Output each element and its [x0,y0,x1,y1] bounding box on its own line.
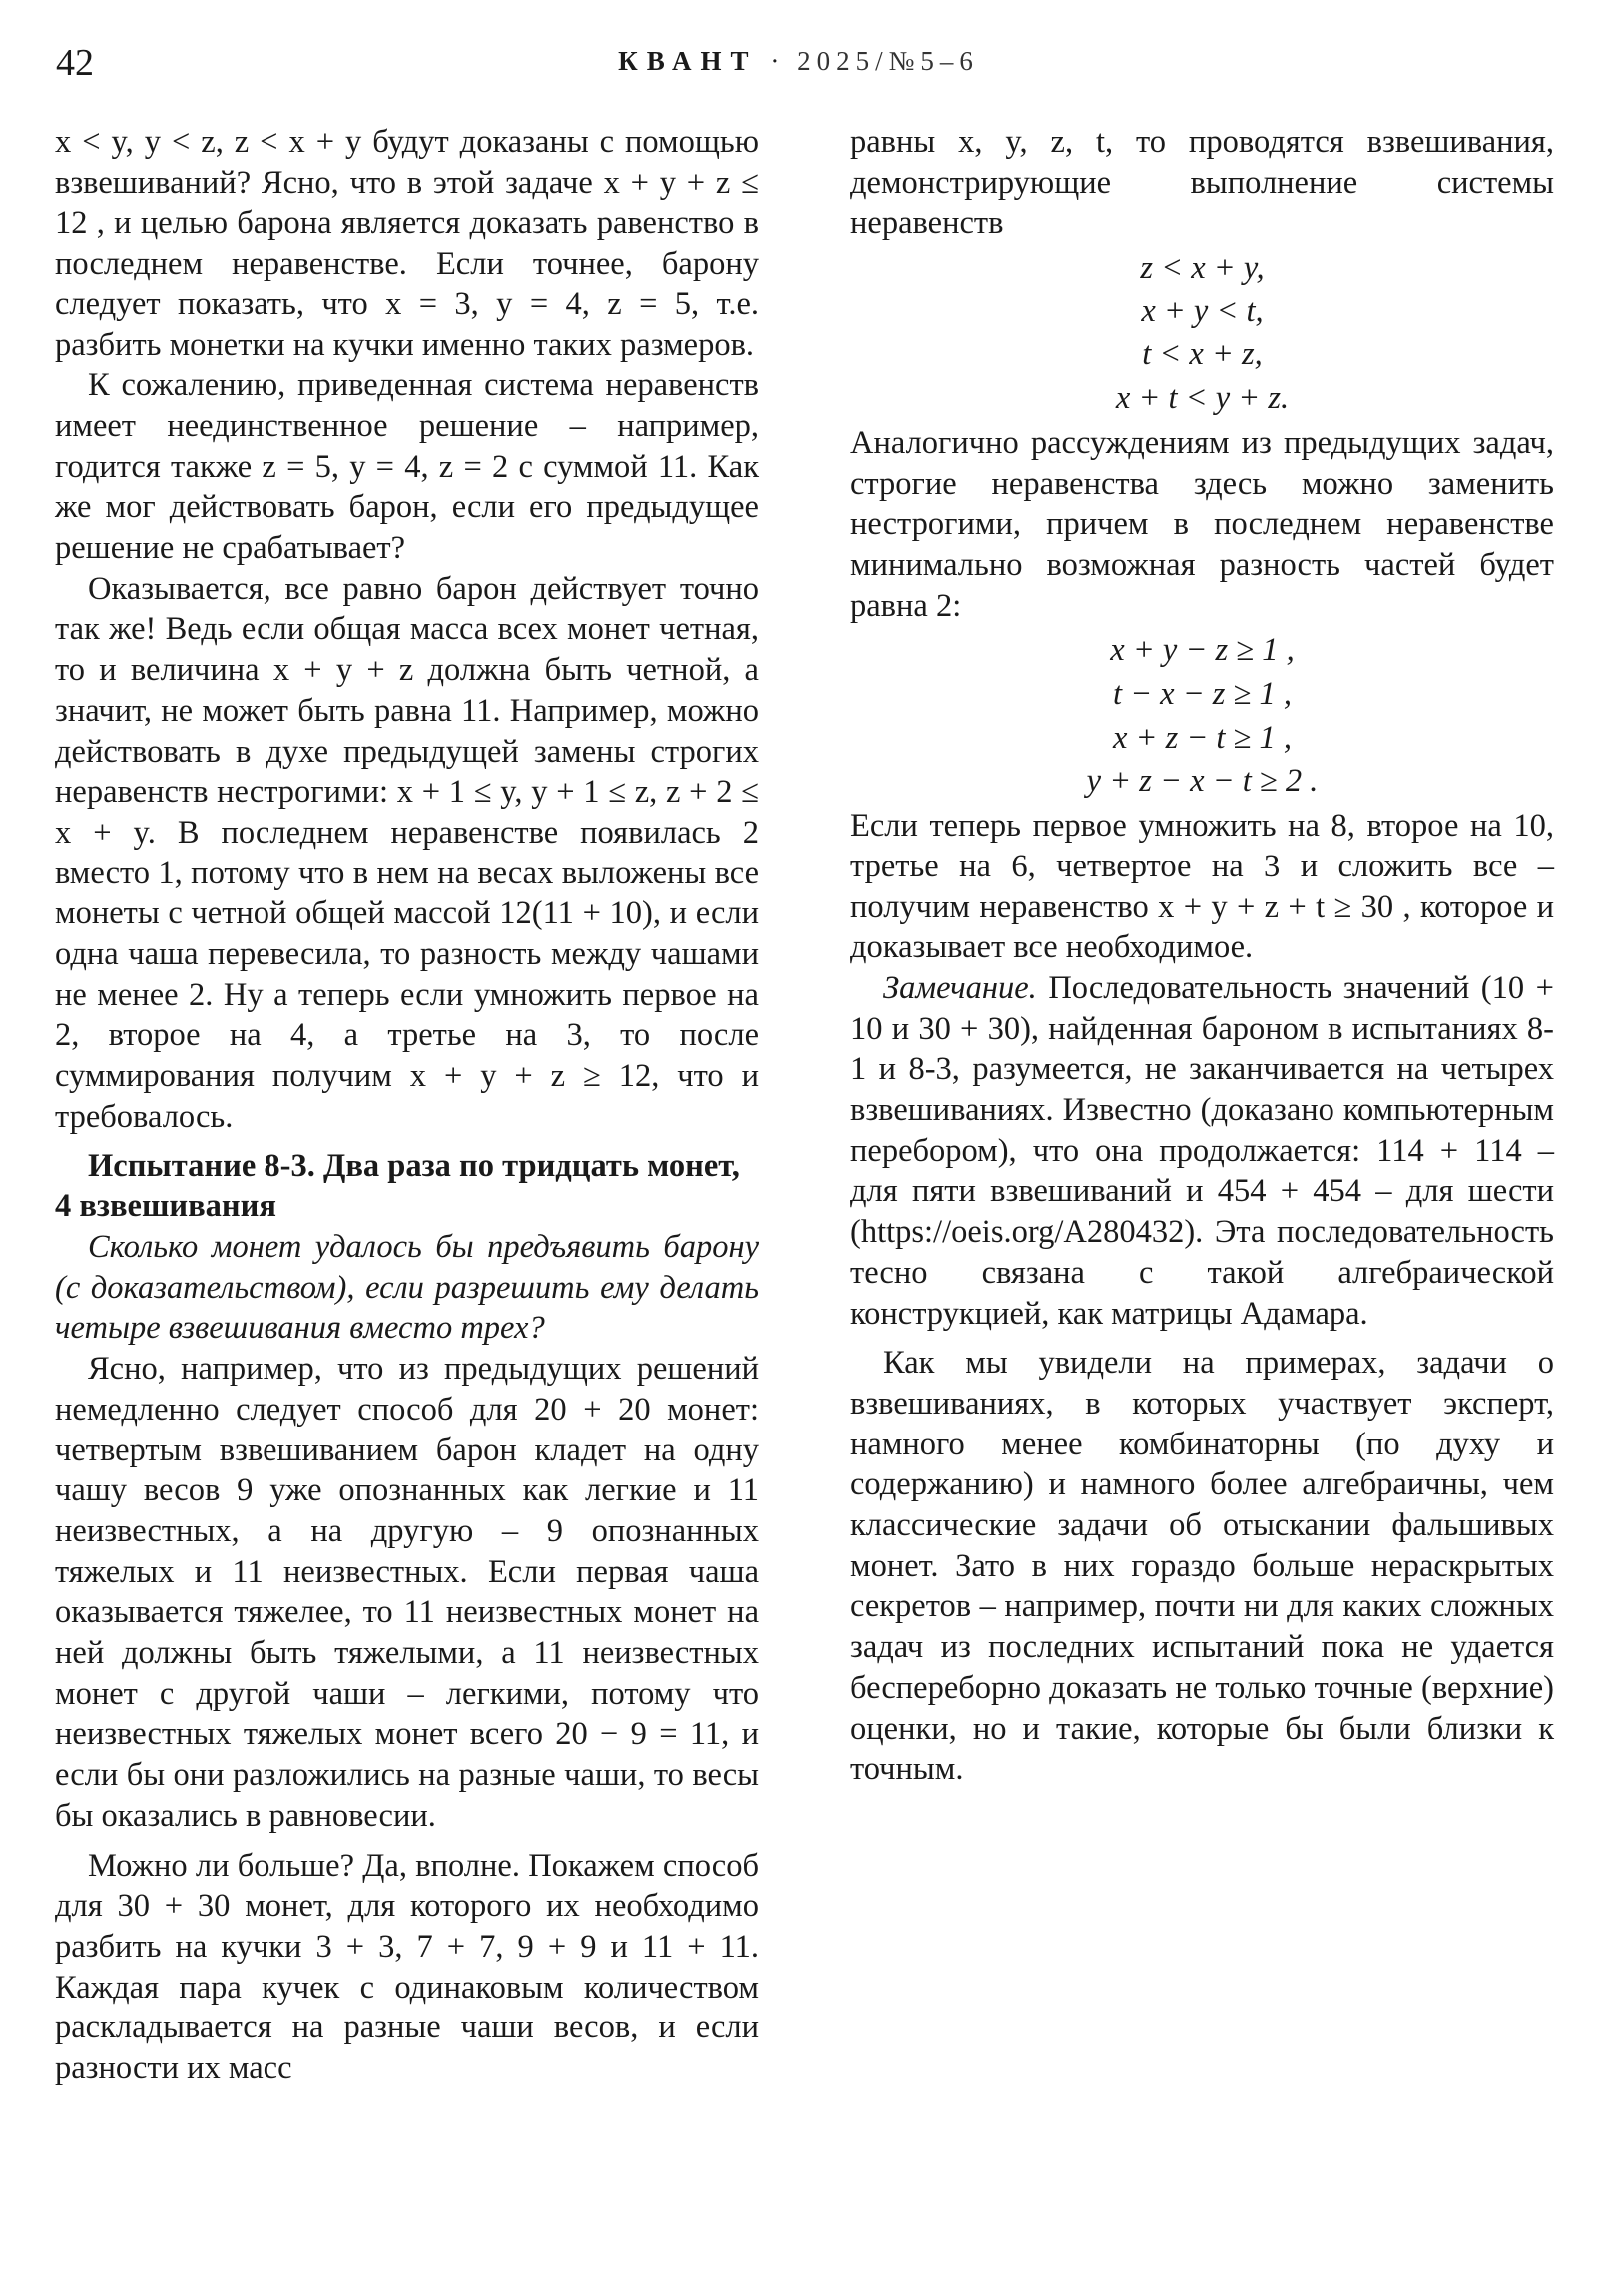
paragraph: Можно ли больше? Да, вполне. Покажем способ для 30 + 30 монет, для которого их необходимо разбить на кучки 3 + 3, 7 + 7, 9 + 9 и 11 + 11. Каждая пара кучек с одинаковым количеством раскладывается на разные чаши весов, и если разности их масс [55,1847,759,2087]
equation: x + z − t ≥ 1 , [1112,719,1293,756]
remark [850,968,1554,1334]
magazine-title: КВАНТ [618,46,758,76]
issue-number: 2025/№5–6 [798,46,979,76]
paragraph: равны x, y, z, t, то проводятся взвешивания, демонстрирующие выполнение системы неравенств [850,124,1554,242]
section-heading: Испытание 8-3. Два раза по тридцать монет, 4 взвешивания [55,1147,740,1225]
paragraph: К сожалению, приведенная система неравенств имеет неединственное решение – например, годится также z = 5, y = 4, z = 2 с суммой 11. Как же мог действовать барон, если его предыдущее решение не срабатывает? [55,367,759,567]
equation: t − x − z ≥ 1 , [1112,676,1293,713]
page-number: 42 [56,42,94,84]
inequality-system [850,248,1554,419]
paragraph: Как мы увидели на примерах, задачи о взвешиваниях, в которых участвует эксперт, намного менее комбинаторны (по духу и содержанию) и намного более алгебраичны, чем классические задачи об отыскании фальшивых монет. Зато в них гораздо больше нераскрытых секретов – например, почти ни для каких сложных задач из последних испытаний пока не удается беспереборно доказать не только точные (верхние) оценки, но и такие, которые бы были близки к точным. [850,1345,1554,1788]
equation: x + y − z ≥ 1 , [1110,632,1295,669]
remark-lead: Замечание. [883,969,1037,1006]
equation: y + z − x − t ≥ 2 . [1086,763,1319,800]
equation: z < x + y, [1140,250,1265,287]
equation: x + y < t, [1141,292,1264,329]
left-column [55,122,759,2089]
inequality-system [850,630,1554,802]
equation: t < x + z, [1142,336,1263,373]
equation: x + t < y + z. [1115,380,1290,417]
paragraph: Ясно, например, что из предыдущих решений немедленно следует способ для 20 + 20 монет: четвертым взвешиванием барон кладет на одну чашу весов 9 уже опознанных как легкие и 11 неизвестных, а на другую – 9 опознанных тяжелых и 11 неизвестных. Если первая чаша оказывается тяжелее, то 11 неизвестных монет на ней должны быть тяжелыми, а 11 неизвестных монет с другой чаши – легкими, потому что неизвестных тяжелых монет всего 20 − 9 = 11, и если бы они разложились на разные чаши, то весы бы оказались в равновесии. [55,1351,759,1834]
running-head [0,48,1597,75]
right-column [850,122,1554,1790]
paragraph: Аналогично рассуждениям из предыдущих задач, строгие неравенства здесь можно заменить нестрогими, причем в последнем неравенстве минимально возможная разность частей будет равна 2: [850,424,1554,624]
paragraph: x < y, y < z, z < x + y будут доказаны с помощью взвешиваний? Ясно, что в этой задаче x + y + z ≤ 12 , и целью барона является доказать равенство в последнем неравенстве. Если точнее, барону следует показать, что x = 3, y = 4, z = 5, т.е. разбить монетки на кучки именно таких размеров. [55,124,759,363]
problem-statement: Сколько монет удалось бы предъявить барону (с доказательством), если разрешить ему делать четыре взвешивания вместо трех? [55,1228,759,1347]
paragraph: Если теперь первое умножить на 8, второе на 10, третье на 6, четвертое на 3 и сложить все – получим неравенство x + y + z + t ≥ 30 , которое и доказывает все необходимое. [850,808,1554,966]
paragraph: Оказывается, все равно барон действует точно так же! Ведь если общая масса всех монет четная, то и величина x + y + z должна быть четной, а значит, не может быть равна 11. Например, можно действовать в духе предыдущей замены строгих неравенств нестрогими: x + 1 ≤ y, y + 1 ≤ z, z + 2 ≤ x + y. В последнем неравенстве появилась 2 вместо 1, потому что в нем на весах выложены все монеты с четной общей массой 12(11 + 10), и если одна чаша перевесила, то разность между чашами не менее 2. Ну а теперь если умножить первое на 2, второе на 4, а третье на 3, то после суммирования получим x + y + z ≥ 12, что и требовалось. [55,570,759,1135]
remark-text: Последовательность значений (10 + 10 и 30 + 30), найденная бароном в испытаниях 8-1 и 8-3, разумеется, не заканчивается на четырех взвешиваниях. Известно (доказано компьютерным перебором), что она продолжается: 114 + 114 – для пяти взвешиваний и 454 + 454 – для шести (https://oeis.org/A280432). Эта последовательность тесно связана с такой алгебраической конструкцией, как матрицы Адамара. [850,969,1554,1332]
header-separator: · [770,46,786,76]
